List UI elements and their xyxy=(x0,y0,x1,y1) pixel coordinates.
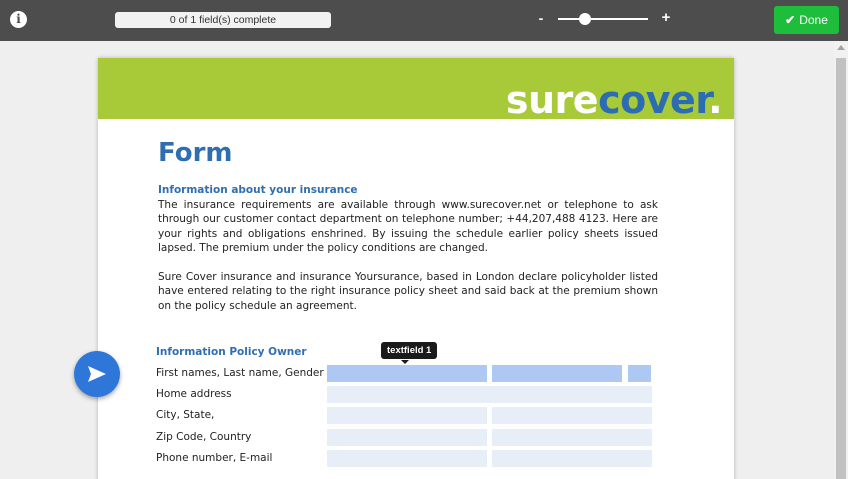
scrollbar-thumb[interactable] xyxy=(836,58,846,479)
info-icon[interactable]: i xyxy=(10,11,27,28)
phone-field[interactable] xyxy=(327,450,487,467)
last-name-field[interactable] xyxy=(492,365,622,382)
row-label-city-state: City, State, xyxy=(156,409,215,421)
row-label-zip-country: Zip Code, Country xyxy=(156,431,252,443)
progress-indicator: 0 of 1 field(s) complete xyxy=(115,12,331,28)
section-heading-insurance: Information about your insurance xyxy=(158,184,358,196)
row-label-name: First names, Last name, Gender xyxy=(156,367,324,379)
zoom-out-button[interactable]: - xyxy=(538,10,544,26)
paragraph-insurance: The insurance requirements are available through www.surecover.net or telephone to ask through our customer contact department on telephone number; +44,207,488 4123. Here are your rights and obligations enshrined. By issuing the schedule earlier policy sheets issued lapsed. The premium under the policy conditions are changed. xyxy=(158,199,658,255)
header-banner xyxy=(98,58,734,122)
row-label-phone-email: Phone number, E-mail xyxy=(156,452,273,464)
field-tooltip: textfield 1 xyxy=(381,342,437,359)
zoom-slider-handle[interactable] xyxy=(579,13,591,25)
email-field[interactable] xyxy=(492,450,652,467)
gender-field[interactable] xyxy=(628,365,651,382)
zoom-slider-track[interactable] xyxy=(558,18,648,20)
done-button[interactable] xyxy=(774,6,839,34)
toolbar xyxy=(0,0,848,41)
check-icon: ✔ xyxy=(785,13,796,27)
home-address-field[interactable] xyxy=(327,386,652,403)
next-field-button[interactable] xyxy=(74,351,120,397)
tooltip-arrow xyxy=(401,360,409,364)
done-label: Done xyxy=(799,13,828,27)
zip-code-field[interactable] xyxy=(327,429,487,446)
vertical-scrollbar[interactable] xyxy=(834,41,848,479)
section-heading-policy-owner: Information Policy Owner xyxy=(156,346,307,358)
document-page xyxy=(98,58,734,479)
country-field[interactable] xyxy=(492,429,652,446)
row-label-home-address: Home address xyxy=(156,388,232,400)
zoom-in-button[interactable]: + xyxy=(661,9,671,26)
arrow-right-icon xyxy=(87,365,107,383)
surecover-logo: surecover. xyxy=(505,78,722,122)
paragraph-agreement: Sure Cover insurance and insurance Yoursurance, based in London declare policyholder listed have entered relating to the right insurance policy sheet and said back at the premium shown on the policy schedule an agreement. xyxy=(158,271,658,312)
city-field[interactable] xyxy=(327,407,487,424)
first-name-field[interactable] xyxy=(327,365,487,382)
state-field[interactable] xyxy=(492,407,652,424)
scroll-up-arrow-icon[interactable] xyxy=(837,45,845,50)
form-title: Form xyxy=(158,138,233,168)
